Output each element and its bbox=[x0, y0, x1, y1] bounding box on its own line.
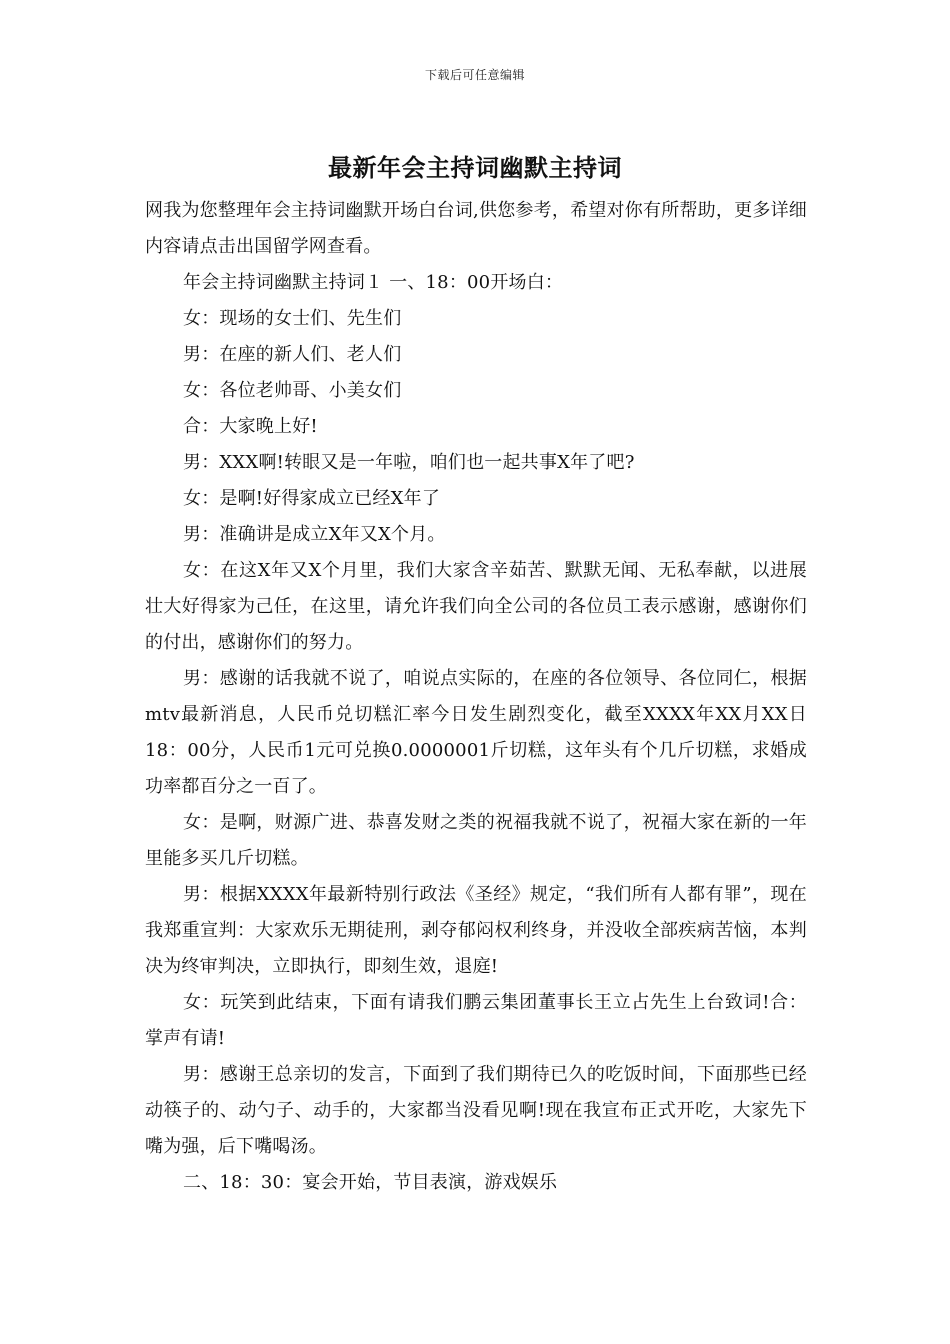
paragraph: 年会主持词幽默主持词１ 一、18：00开场白： bbox=[183, 272, 564, 293]
paragraph: 女：各位老帅哥、小美女们 bbox=[183, 380, 402, 401]
paragraph: 二、18：30：宴会开始，节目表演，游戏娱乐 bbox=[183, 1172, 558, 1193]
paragraph: 女：玩笑到此结束，下面有请我们鹏云集团董事长王立占先生上台致词!合：掌声有请! bbox=[145, 992, 807, 1049]
paragraph: 男：在座的新人们、老人们 bbox=[183, 344, 402, 365]
paragraph: 女：在这X年又X个月里，我们大家含辛茹苦、默默无闻、无私奉献，以进展壮大好得家为己任，在这里，请允许我们向全公司的各位员工表示感谢，感谢你们的付出，感谢你们的努力。 bbox=[145, 560, 807, 653]
paragraph: 男：XXX啊!转眼又是一年啦，咱们也一起共事X年了吧? bbox=[183, 452, 635, 473]
document-body bbox=[145, 193, 807, 1201]
paragraph: 女：是啊!好得家成立已经X年了 bbox=[183, 488, 441, 509]
paragraph: 男：感谢王总亲切的发言，下面到了我们期待已久的吃饭时间，下面那些已经动筷子的、动勺子、动手的，大家都当没看见啊!现在我宣布正式开吃，大家先下嘴为强，后下嘴喝汤。 bbox=[145, 1064, 807, 1157]
document-title: 最新年会主持词幽默主持词 bbox=[328, 153, 622, 182]
header-note: 下载后可任意编辑 bbox=[424, 68, 525, 82]
paragraph: 男：根据XXXX年最新特别行政法《圣经》规定，“我们所有人都有罪”，现在我郑重宣判：大家欢乐无期徒刑，剥夺郁闷权利终身，并没收全部疾病苦恼，本判决为终审判决，立即执行，即刻生效，退庭! bbox=[145, 884, 807, 977]
paragraph: 男：准确讲是成立X年又X个月。 bbox=[183, 524, 446, 545]
paragraph: 网我为您整理年会主持词幽默开场白台词,供您参考，希望对你有所帮助，更多详细内容请点击出国留学网查看。 bbox=[145, 200, 807, 257]
paragraph: 男：感谢的话我就不说了，咱说点实际的，在座的各位领导、各位同仁，根据mtv最新消息，人民币兑切糕汇率今日发生剧烈变化，截至XXXX年XX月XX日18：00分，人民币1元可兑换0.0000001斤切糕，这年头有个几斤切糕，求婚成功率都百分之一百了。 bbox=[145, 668, 807, 797]
paragraph: 合：大家晚上好! bbox=[183, 416, 318, 437]
paragraph: 女：现场的女士们、先生们 bbox=[183, 308, 402, 329]
paragraph: 女：是啊，财源广进、恭喜发财之类的祝福我就不说了，祝福大家在新的一年里能多买几斤切糕。 bbox=[145, 812, 807, 869]
